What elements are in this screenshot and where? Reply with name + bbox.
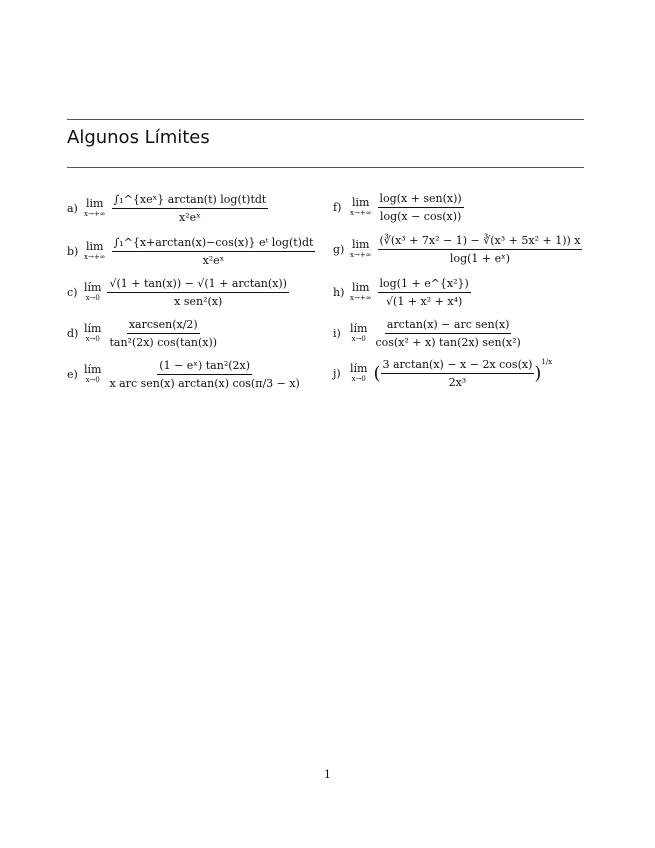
item-label: j) [333, 367, 341, 380]
limit-operator: lim x→+∞ [84, 197, 106, 218]
limit-operator: lím x→0 [84, 322, 102, 343]
fraction [107, 359, 301, 390]
limit-c [67, 277, 289, 308]
item-label: b) [67, 245, 79, 258]
exponent: 1/x [541, 358, 553, 366]
item-label: e) [67, 368, 78, 381]
limit-d [67, 318, 219, 349]
limit-operator: lím x→0 [350, 322, 368, 343]
limit-h [333, 277, 471, 308]
right-paren: ) [534, 363, 542, 384]
numerator: √(1 + tan(x)) − √(1 + arctan(x)) [107, 277, 289, 293]
item-label: i) [333, 327, 341, 340]
numerator: (∛(x³ + 7x² − 1) − ∛(x³ + 5x² + 1)) x [378, 234, 583, 250]
limit-operator: lím x→0 [84, 281, 102, 302]
limit-operator: lim x→+∞ [350, 196, 372, 217]
limit-b [67, 236, 315, 267]
numerator: arctan(x) − arc sen(x) [385, 318, 512, 334]
denominator: x²eˣ [202, 254, 225, 267]
denominator: x sen²(x) [174, 295, 223, 308]
fraction [378, 192, 464, 223]
item-label: f) [333, 201, 342, 214]
limit-j [333, 358, 552, 389]
limit-operator: lim x→+∞ [84, 240, 106, 261]
limit-g [333, 234, 582, 265]
numerator: 3 arctan(x) − x − 2x cos(x) [381, 358, 535, 374]
denominator: x arc sen(x) arctan(x) cos(π/3 − x) [109, 377, 300, 390]
item-label: d) [67, 327, 79, 340]
numerator: ∫₁^{xeˣ} arctan(t) log(t)tdt [112, 193, 269, 209]
limit-a [67, 193, 268, 224]
item-label: g) [333, 243, 345, 256]
fraction [378, 277, 471, 308]
fraction [112, 236, 316, 267]
numerator: log(x + sen(x)) [378, 192, 464, 208]
fraction [378, 234, 583, 265]
page-number: 1 [324, 768, 331, 781]
denominator: 2x³ [448, 376, 467, 389]
top-rule [67, 119, 584, 120]
page-title: Algunos Límites [67, 127, 210, 148]
denominator: log(x − cos(x)) [379, 210, 462, 223]
limit-operator: lim x→+∞ [350, 238, 372, 259]
fraction [373, 318, 522, 349]
denominator: cos(x² + x) tan(2x) sen(x²) [375, 336, 521, 349]
item-label: h) [333, 286, 345, 299]
item-label: c) [67, 286, 78, 299]
limit-operator: lim x→+∞ [350, 281, 372, 302]
denominator: log(1 + eˣ) [449, 252, 511, 265]
numerator: xarcsen(x/2) [127, 318, 200, 334]
denominator: tan²(2x) cos(tan(x)) [109, 336, 218, 349]
denominator: √(1 + x² + x⁴) [386, 295, 463, 308]
numerator: (1 − eˣ) tan²(2x) [157, 359, 252, 375]
numerator: ∫₁^{x+arctan(x)−cos(x)} eᵗ log(t)dt [112, 236, 316, 252]
limit-e [67, 359, 302, 390]
title-rule [67, 167, 584, 168]
item-label: a) [67, 202, 78, 215]
limit-f [333, 192, 464, 223]
limit-operator: lím x→0 [350, 362, 368, 383]
limit-operator: lím x→0 [84, 363, 102, 384]
numerator: log(1 + e^{x²}) [378, 277, 471, 293]
fraction [381, 358, 535, 389]
fraction [112, 193, 269, 224]
denominator: x²eˣ [179, 211, 201, 224]
fraction [107, 277, 289, 308]
limit-i [333, 318, 523, 349]
fraction [107, 318, 219, 349]
left-paren: ( [373, 363, 381, 384]
